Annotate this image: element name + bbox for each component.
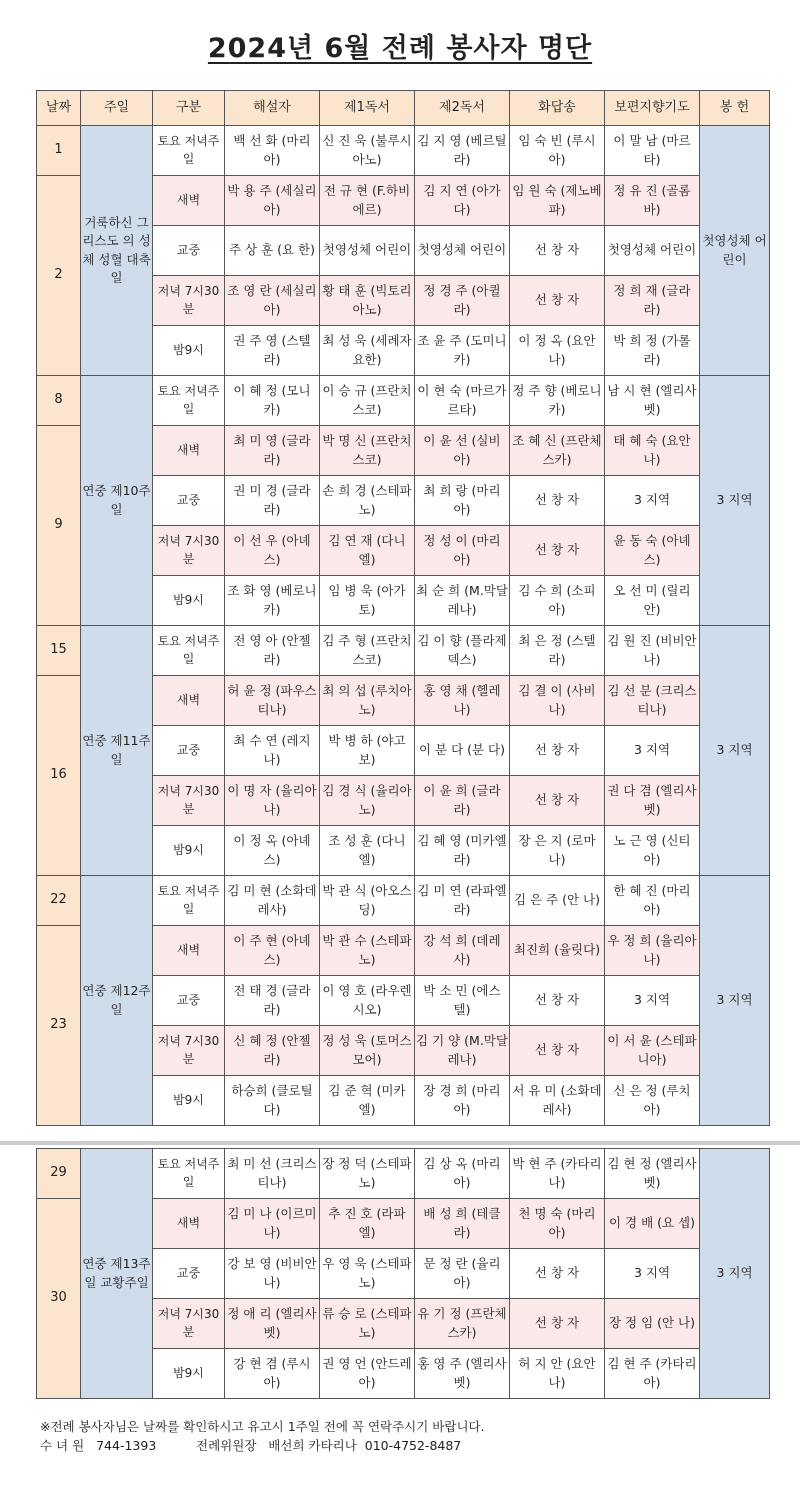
volunteer-cell: 류 승 로 (스테파노) — [320, 1299, 415, 1349]
volunteer-cell: 이 승 규 (프란치스코) — [320, 376, 415, 426]
volunteer-cell: 권 영 언 (안드레아) — [320, 1349, 415, 1399]
volunteer-cell: 박 관 식 (아오스딩) — [320, 876, 415, 926]
volunteer-cell: 정 성 이 (마리아) — [415, 526, 510, 576]
offering-cell: 3 지역 — [700, 876, 770, 1126]
footer-office: 수 녀 원 744-1393 — [40, 1437, 157, 1453]
volunteer-cell: 강 보 영 (비비안나) — [225, 1249, 320, 1299]
volunteer-cell: 이 윤 희 (글라라) — [415, 776, 510, 826]
volunteer-cell: 김 주 형 (프란치스코) — [320, 626, 415, 676]
volunteer-cell: 이 경 배 (요 셉) — [605, 1199, 700, 1249]
volunteer-cell: 선 창 자 — [510, 476, 605, 526]
date-cell: 1 — [37, 126, 81, 176]
volunteer-cell: 우 정 희 (율리아나) — [605, 926, 700, 976]
volunteer-cell: 3 지역 — [605, 976, 700, 1026]
volunteer-cell: 김 연 재 (다니엘) — [320, 526, 415, 576]
service-kind: 밤9시 — [153, 326, 225, 376]
date-cell: 9 — [37, 426, 81, 626]
volunteer-cell: 정 주 향 (베로니카) — [510, 376, 605, 426]
service-kind: 밤9시 — [153, 576, 225, 626]
volunteer-cell: 임 원 숙 (제노베파) — [510, 176, 605, 226]
service-kind: 저녁 7시30분 — [153, 776, 225, 826]
volunteer-cell: 신 은 정 (루치아) — [605, 1076, 700, 1126]
volunteer-cell: 전 규 현 (F.하비에르) — [320, 176, 415, 226]
volunteer-cell: 이 정 옥 (요안나) — [510, 326, 605, 376]
volunteer-cell: 최 미 선 (크리스티나) — [225, 1149, 320, 1199]
volunteer-cell: 전 태 경 (글라라) — [225, 976, 320, 1026]
header-prayer: 보편지향기도 — [605, 91, 700, 126]
volunteer-cell: 박 관 수 (스테파노) — [320, 926, 415, 976]
service-kind: 새벽 — [153, 1199, 225, 1249]
volunteer-cell: 선 창 자 — [510, 276, 605, 326]
volunteer-cell: 김 미 연 (라파엘라) — [415, 876, 510, 926]
sunday-name: 연중 제12주일 — [81, 876, 153, 1126]
volunteer-cell: 김 미 현 (소화데레사) — [225, 876, 320, 926]
offering-cell: 3 지역 — [700, 626, 770, 876]
volunteer-cell: 이 분 다 (분 다) — [415, 726, 510, 776]
date-cell: 23 — [37, 926, 81, 1126]
volunteer-cell: 최 미 영 (글라라) — [225, 426, 320, 476]
volunteer-cell: 최 수 연 (레지나) — [225, 726, 320, 776]
footer-contacts — [40, 1437, 485, 1456]
offering-cell: 첫영성체 어린이 — [700, 126, 770, 376]
volunteer-cell: 손 희 경 (스테파노) — [320, 476, 415, 526]
volunteer-cell: 박 명 신 (프란치스코) — [320, 426, 415, 476]
table-row — [37, 626, 770, 676]
service-kind: 저녁 7시30분 — [153, 526, 225, 576]
volunteer-cell: 최 희 랑 (마리아) — [415, 476, 510, 526]
service-kind: 새벽 — [153, 426, 225, 476]
volunteer-cell: 허 지 안 (요안나) — [510, 1349, 605, 1399]
volunteer-cell: 김 미 나 (이르미나) — [225, 1199, 320, 1249]
footer-chair: 전례위원장 배선희 카타리나 010-4752-8487 — [196, 1437, 462, 1453]
volunteer-cell: 추 진 호 (라파엘) — [320, 1199, 415, 1249]
service-kind: 교중 — [153, 726, 225, 776]
volunteer-cell: 선 창 자 — [510, 1026, 605, 1076]
volunteer-cell: 남 시 현 (엘리사벳) — [605, 376, 700, 426]
header-psalm: 화답송 — [510, 91, 605, 126]
volunteer-cell: 이 정 옥 (아녜스) — [225, 826, 320, 876]
volunteer-cell: 장 정 덕 (스테파노) — [320, 1149, 415, 1199]
volunteer-cell: 홍 영 채 (헬레나) — [415, 676, 510, 726]
volunteer-cell: 허 윤 정 (파우스티나) — [225, 676, 320, 726]
service-kind: 교중 — [153, 226, 225, 276]
page-title: 2024년 6월 전례 봉사자 명단 — [207, 33, 593, 64]
volunteer-cell: 정 애 리 (엘리사벳) — [225, 1299, 320, 1349]
sunday-name: 연중 제11주일 — [81, 626, 153, 876]
volunteer-cell: 선 창 자 — [510, 226, 605, 276]
service-kind: 토요 저녁주일 — [153, 626, 225, 676]
volunteer-cell: 3 지역 — [605, 476, 700, 526]
volunteer-cell: 조 성 훈 (다니엘) — [320, 826, 415, 876]
offering-cell: 3 지역 — [700, 376, 770, 626]
header-sunday: 주일 — [81, 91, 153, 126]
service-kind: 새벽 — [153, 676, 225, 726]
volunteer-cell: 조 혜 신 (프란체스카) — [510, 426, 605, 476]
volunteer-cell: 최 의 섭 (루치아노) — [320, 676, 415, 726]
volunteer-cell: 장 은 지 (로마나) — [510, 826, 605, 876]
volunteer-cell: 이 영 호 (라우렌시오) — [320, 976, 415, 1026]
service-kind: 교중 — [153, 476, 225, 526]
volunteer-cell: 첫영성체 어린이 — [415, 226, 510, 276]
service-kind: 토요 저녁주일 — [153, 1149, 225, 1199]
volunteer-cell: 김 지 영 (베르틸라) — [415, 126, 510, 176]
volunteer-cell: 노 근 영 (신티아) — [605, 826, 700, 876]
table-row — [37, 876, 770, 926]
service-kind: 저녁 7시30분 — [153, 1299, 225, 1349]
volunteer-cell: 이 말 남 (마르타) — [605, 126, 700, 176]
volunteer-cell: 박 용 주 (세실리아) — [225, 176, 320, 226]
header-date: 날짜 — [37, 91, 81, 126]
page-divider — [0, 1141, 800, 1145]
volunteer-cell: 박 병 하 (야고보) — [320, 726, 415, 776]
volunteer-cell: 최진희 (율릿다) — [510, 926, 605, 976]
volunteer-cell: 조 영 란 (세실리아) — [225, 276, 320, 326]
volunteer-cell: 박 희 정 (가롤라) — [605, 326, 700, 376]
date-cell: 16 — [37, 676, 81, 876]
volunteer-cell: 태 혜 숙 (요안나) — [605, 426, 700, 476]
volunteer-cell: 선 창 자 — [510, 776, 605, 826]
volunteer-cell: 3 지역 — [605, 726, 700, 776]
service-kind: 새벽 — [153, 926, 225, 976]
volunteer-cell: 권 다 겸 (엘리사벳) — [605, 776, 700, 826]
volunteer-cell: 김 지 연 (아가다) — [415, 176, 510, 226]
volunteer-cell: 3 지역 — [605, 1249, 700, 1299]
volunteer-cell: 김 이 향 (플라제덱스) — [415, 626, 510, 676]
service-kind: 밤9시 — [153, 1076, 225, 1126]
volunteer-cell: 첫영성체 어린이 — [605, 226, 700, 276]
volunteer-cell: 정 희 재 (글라라) — [605, 276, 700, 326]
volunteer-cell: 임 병 욱 (아가토) — [320, 576, 415, 626]
volunteer-cell: 김 기 양 (M.막달레나) — [415, 1026, 510, 1076]
service-kind: 밤9시 — [153, 1349, 225, 1399]
volunteer-cell: 이 서 윤 (스테파니아) — [605, 1026, 700, 1076]
service-kind: 교중 — [153, 1249, 225, 1299]
volunteer-cell: 정 성 욱 (토머스모어) — [320, 1026, 415, 1076]
volunteer-cell: 이 명 자 (율리아나) — [225, 776, 320, 826]
volunteer-cell: 김 준 혁 (미카엘) — [320, 1076, 415, 1126]
volunteer-cell: 천 명 숙 (마리아) — [510, 1199, 605, 1249]
sunday-name: 거룩하신 그리스도 의 성체 성혈 대축일 — [81, 126, 153, 376]
volunteer-cell: 최 순 희 (M.막달레나) — [415, 576, 510, 626]
volunteer-cell: 조 윤 주 (도미니카) — [415, 326, 510, 376]
volunteer-cell: 강 현 겸 (루시아) — [225, 1349, 320, 1399]
service-kind: 저녁 7시30분 — [153, 276, 225, 326]
header-reading2: 제2독서 — [415, 91, 510, 126]
volunteer-cell: 선 창 자 — [510, 1299, 605, 1349]
volunteer-cell: 선 창 자 — [510, 526, 605, 576]
header-offering: 봉 헌 — [700, 91, 770, 126]
volunteer-cell: 배 성 희 (테클라) — [415, 1199, 510, 1249]
volunteer-cell: 김 현 주 (카타리아) — [605, 1349, 700, 1399]
date-cell: 8 — [37, 376, 81, 426]
volunteer-cell: 문 정 란 (율리아) — [415, 1249, 510, 1299]
service-kind: 교중 — [153, 976, 225, 1026]
volunteer-cell: 전 영 아 (안젤라) — [225, 626, 320, 676]
volunteer-cell: 이 선 우 (아녜스) — [225, 526, 320, 576]
volunteer-cell: 선 창 자 — [510, 976, 605, 1026]
volunteer-cell: 김 선 분 (크리스티나) — [605, 676, 700, 726]
volunteer-cell: 김 경 식 (율리아노) — [320, 776, 415, 826]
header-row — [37, 91, 770, 126]
header-commentator: 해설자 — [225, 91, 320, 126]
service-kind: 토요 저녁주일 — [153, 376, 225, 426]
volunteer-cell: 이 현 숙 (마르가르타) — [415, 376, 510, 426]
volunteer-cell: 김 상 옥 (마리아) — [415, 1149, 510, 1199]
volunteer-cell: 선 창 자 — [510, 726, 605, 776]
volunteer-cell: 장 경 희 (마리아) — [415, 1076, 510, 1126]
volunteer-cell: 김 은 주 (안 나) — [510, 876, 605, 926]
volunteer-cell: 하승희 (클로틸다) — [225, 1076, 320, 1126]
volunteer-cell: 한 혜 진 (마리아) — [605, 876, 700, 926]
footer — [40, 1418, 485, 1456]
volunteer-cell: 이 주 현 (아녜스) — [225, 926, 320, 976]
table-row — [37, 1149, 770, 1199]
volunteer-cell: 선 창 자 — [510, 1249, 605, 1299]
volunteer-cell: 권 미 경 (글라라) — [225, 476, 320, 526]
date-cell: 15 — [37, 626, 81, 676]
volunteer-cell: 정 유 진 (골롬바) — [605, 176, 700, 226]
volunteer-cell: 박 현 주 (카타리나) — [510, 1149, 605, 1199]
volunteer-cell: 강 석 희 (데레사) — [415, 926, 510, 976]
volunteer-cell: 신 혜 정 (안젤라) — [225, 1026, 320, 1076]
volunteer-cell: 윤 동 숙 (아녜스) — [605, 526, 700, 576]
volunteer-cell: 박 소 민 (에스텔) — [415, 976, 510, 1026]
volunteer-cell: 김 수 희 (소피아) — [510, 576, 605, 626]
volunteer-cell: 유 기 정 (프란체스카) — [415, 1299, 510, 1349]
volunteer-cell: 백 선 화 (마리아) — [225, 126, 320, 176]
volunteer-cell: 임 숙 빈 (루시아) — [510, 126, 605, 176]
volunteer-cell: 김 혜 영 (미카엘라) — [415, 826, 510, 876]
volunteer-cell: 김 현 정 (엘리사벳) — [605, 1149, 700, 1199]
volunteer-cell: 김 원 진 (비비안나) — [605, 626, 700, 676]
footer-note: ※전례 봉사자님은 날짜를 확인하시고 유고시 1주일 전에 꼭 연락주시기 바랍니다. — [40, 1419, 485, 1434]
volunteer-cell: 우 영 욱 (스테파노) — [320, 1249, 415, 1299]
volunteer-cell: 김 결 이 (사비나) — [510, 676, 605, 726]
header-kind: 구분 — [153, 91, 225, 126]
volunteer-cell: 정 경 주 (아퀼라) — [415, 276, 510, 326]
volunteer-cell: 권 주 영 (스텔라) — [225, 326, 320, 376]
sunday-name: 연중 제13주일 교황주일 — [81, 1149, 153, 1399]
service-kind: 저녁 7시30분 — [153, 1026, 225, 1076]
service-kind: 밤9시 — [153, 826, 225, 876]
volunteer-cell: 서 유 미 (소화데레사) — [510, 1076, 605, 1126]
volunteer-cell: 이 윤 선 (실비아) — [415, 426, 510, 476]
volunteer-cell: 첫영성체 어린이 — [320, 226, 415, 276]
volunteer-cell: 조 화 영 (베로니카) — [225, 576, 320, 626]
service-kind: 새벽 — [153, 176, 225, 226]
sunday-name: 연중 제10주일 — [81, 376, 153, 626]
offering-cell: 3 지역 — [700, 1149, 770, 1399]
volunteer-cell: 최 성 욱 (세례자요한) — [320, 326, 415, 376]
volunteer-cell: 장 정 임 (안 나) — [605, 1299, 700, 1349]
date-cell: 2 — [37, 176, 81, 376]
volunteer-cell: 이 혜 정 (모니카) — [225, 376, 320, 426]
schedule-table-main — [36, 90, 770, 1126]
date-cell: 30 — [37, 1199, 81, 1399]
table-row — [37, 126, 770, 176]
date-cell: 22 — [37, 876, 81, 926]
service-kind: 토요 저녁주일 — [153, 126, 225, 176]
schedule-table-continued — [36, 1148, 770, 1399]
volunteer-cell: 신 진 욱 (불루시아노) — [320, 126, 415, 176]
volunteer-cell: 최 은 정 (스텔라) — [510, 626, 605, 676]
header-reading1: 제1독서 — [320, 91, 415, 126]
table-row — [37, 376, 770, 426]
date-cell: 29 — [37, 1149, 81, 1199]
volunteer-cell: 홍 영 주 (엘리사벳) — [415, 1349, 510, 1399]
service-kind: 토요 저녁주일 — [153, 876, 225, 926]
volunteer-cell: 황 태 훈 (빅토리아노) — [320, 276, 415, 326]
volunteer-cell: 주 상 훈 (요 한) — [225, 226, 320, 276]
volunteer-cell: 오 선 미 (릴리안) — [605, 576, 700, 626]
